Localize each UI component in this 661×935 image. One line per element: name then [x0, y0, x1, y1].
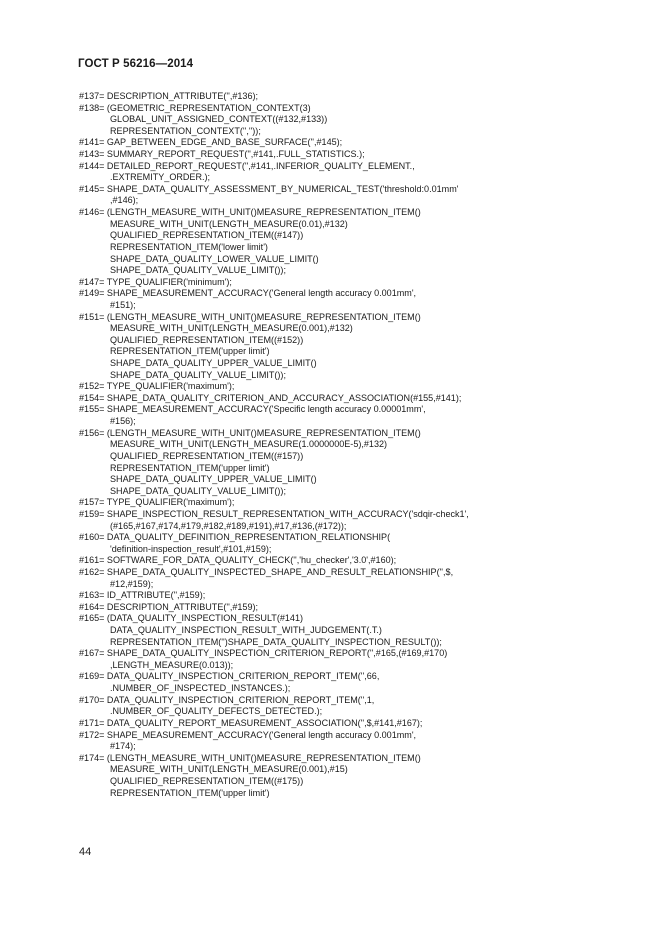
code-line: #138= (GEOMETRIC_REPRESENTATION_CONTEXT(3) [79, 102, 311, 113]
code-line-continuation: REPRESENTATION_ITEM('upper limit') [110, 462, 270, 473]
code-line-continuation: QUALIFIED_REPRESENTATION_ITEM((#152)) [110, 334, 304, 345]
code-line: #141= GAP_BETWEEN_EDGE_AND_BASE_SURFACE('',#145); [79, 137, 343, 148]
code-line: #161= SOFTWARE_FOR_DATA_QUALITY_CHECK('','hu_checker','3.0',#160); [79, 555, 397, 566]
code-line-continuation: QUALIFIED_REPRESENTATION_ITEM((#157)) [110, 450, 304, 461]
code-line-continuation: MEASURE_WITH_UNIT(LENGTH_MEASURE(1.0000000E-5),#132) [110, 439, 388, 450]
code-line: #144= DETAILED_REPORT_REQUEST('',#141,.INFERIOR_QUALITY_ELEMENT., [79, 160, 415, 171]
code-listing [79, 91, 639, 799]
code-line: #165= (DATA_QUALITY_INSPECTION_RESULT(#141) [79, 613, 303, 624]
code-line-continuation: MEASURE_WITH_UNIT(LENGTH_MEASURE(0.001),#132) [110, 323, 353, 334]
code-line-continuation: REPRESENTATION_ITEM('upper limit') [110, 346, 270, 357]
code-line: #167= SHAPE_DATA_QUALITY_INSPECTION_CRITERION_REPORT('',#165,(#169,#170) [79, 648, 448, 659]
code-line: #152= TYPE_QUALIFIER('maximum'); [79, 381, 235, 392]
code-line-continuation: SHAPE_DATA_QUALITY_LOWER_VALUE_LIMIT() [110, 253, 319, 264]
code-line-continuation: #12,#159); [110, 578, 154, 589]
code-line: #159= SHAPE_INSPECTION_RESULT_REPRESENTATION_WITH_ACCURACY('sdqir-check1', [79, 508, 469, 519]
code-line: #171= DATA_QUALITY_REPORT_MEASUREMENT_ASSOCIATION('',$,#141,#167); [79, 717, 423, 728]
document-header: ГОСТ Р 56216—2014 [78, 58, 194, 70]
code-line: #143= SUMMARY_REPORT_REQUEST('',#141,.FULL_STATISTICS.); [79, 149, 365, 160]
code-line-continuation: .NUMBER_OF_QUALITY_DEFECTS_DETECTED.); [110, 706, 323, 717]
code-line: #154= SHAPE_DATA_QUALITY_CRITERION_AND_ACCURACY_ASSOCIATION(#155,#141); [79, 392, 462, 403]
code-line-continuation: MEASURE_WITH_UNIT(LENGTH_MEASURE(0.01),#132) [110, 218, 348, 229]
code-line-continuation: ,#146); [110, 195, 139, 206]
code-line: #170= DATA_QUALITY_INSPECTION_CRITERION_REPORT_ITEM('',1, [79, 694, 375, 705]
code-line: #146= (LENGTH_MEASURE_WITH_UNIT()MEASURE_REPRESENTATION_ITEM() [79, 207, 421, 218]
code-line-continuation: SHAPE_DATA_QUALITY_UPPER_VALUE_LIMIT() [110, 358, 317, 369]
code-line: #137= DESCRIPTION_ATTRIBUTE('',#136); [79, 91, 259, 101]
code-line-continuation: SHAPE_DATA_QUALITY_VALUE_LIMIT()); [110, 485, 286, 496]
code-line: #157= TYPE_QUALIFIER('maximum'); [79, 497, 235, 508]
code-line: #149= SHAPE_MEASUREMENT_ACCURACY('General length accuracy 0.001mm', [79, 288, 417, 299]
code-line: #164= DESCRIPTION_ATTRIBUTE('',#159); [79, 601, 259, 612]
code-line: #174= (LENGTH_MEASURE_WITH_UNIT()MEASURE_REPRESENTATION_ITEM() [79, 752, 421, 763]
code-line-continuation: REPRESENTATION_ITEM('')SHAPE_DATA_QUALITY_INSPECTION_RESULT()); [110, 636, 442, 647]
code-line: #147= TYPE_QUALIFIER('minimum'); [79, 276, 232, 287]
code-line-continuation: #151); [110, 299, 136, 310]
code-line: #145= SHAPE_DATA_QUALITY_ASSESSMENT_BY_NUMERICAL_TEST('threshold:0.01mm' [79, 183, 459, 194]
code-line: #160= DATA_QUALITY_DEFINITION_REPRESENTATION_RELATIONSHIP( [79, 532, 391, 543]
code-line-continuation: SHAPE_DATA_QUALITY_VALUE_LIMIT()); [110, 369, 286, 380]
code-line-continuation: SHAPE_DATA_QUALITY_UPPER_VALUE_LIMIT() [110, 474, 317, 485]
code-line-continuation: QUALIFIED_REPRESENTATION_ITEM((#175)) [110, 775, 304, 786]
code-line-continuation: REPRESENTATION_ITEM('upper limit') [110, 787, 270, 798]
code-line: #169= DATA_QUALITY_INSPECTION_CRITERION_REPORT_ITEM('',66, [79, 671, 380, 682]
code-line-continuation: GLOBAL_UNIT_ASSIGNED_CONTEXT((#132,#133)) [110, 114, 328, 125]
code-line-continuation: 'definition-inspection_result',#101,#159); [110, 543, 272, 554]
code-line-continuation: MEASURE_WITH_UNIT(LENGTH_MEASURE(0.001),#15) [110, 764, 348, 775]
code-line-continuation: QUALIFIED_REPRESENTATION_ITEM((#147)) [110, 230, 304, 241]
code-line-continuation: #156); [110, 416, 136, 427]
code-line-continuation: .NUMBER_OF_INSPECTED_INSTANCES.); [110, 683, 291, 694]
code-line-continuation: REPRESENTATION_CONTEXT('','')); [110, 125, 261, 136]
code-line-continuation: SHAPE_DATA_QUALITY_VALUE_LIMIT()); [110, 265, 286, 276]
code-line: #156= (LENGTH_MEASURE_WITH_UNIT()MEASURE_REPRESENTATION_ITEM() [79, 427, 421, 438]
code-line-continuation: REPRESENTATION_ITEM('lower limit') [110, 241, 268, 252]
code-line: #155= SHAPE_MEASUREMENT_ACCURACY('Specific length accuracy 0.00001mm', [79, 404, 426, 415]
code-line-continuation: DATA_QUALITY_INSPECTION_RESULT_WITH_JUDGEMENT(.T.) [110, 625, 382, 636]
code-line: #163= ID_ATTRIBUTE('',#159); [79, 590, 206, 601]
code-line: #172= SHAPE_MEASUREMENT_ACCURACY('General length accuracy 0.001mm', [79, 729, 417, 740]
code-line-continuation: #174); [110, 741, 136, 752]
code-line: #151= (LENGTH_MEASURE_WITH_UNIT()MEASURE_REPRESENTATION_ITEM() [79, 311, 421, 322]
code-line: #162= SHAPE_DATA_QUALITY_INSPECTED_SHAPE_AND_RESULT_RELATIONSHIP('',$, [79, 566, 454, 577]
code-line-continuation: .EXTREMITY_ORDER.); [110, 172, 211, 183]
code-line-continuation: (#165,#167,#174,#179,#182,#189,#191),#17,#136,(#172)); [110, 520, 347, 531]
page-number: 44 [79, 846, 92, 858]
code-line-continuation: ,LENGTH_MEASURE(0.013)); [110, 659, 234, 670]
